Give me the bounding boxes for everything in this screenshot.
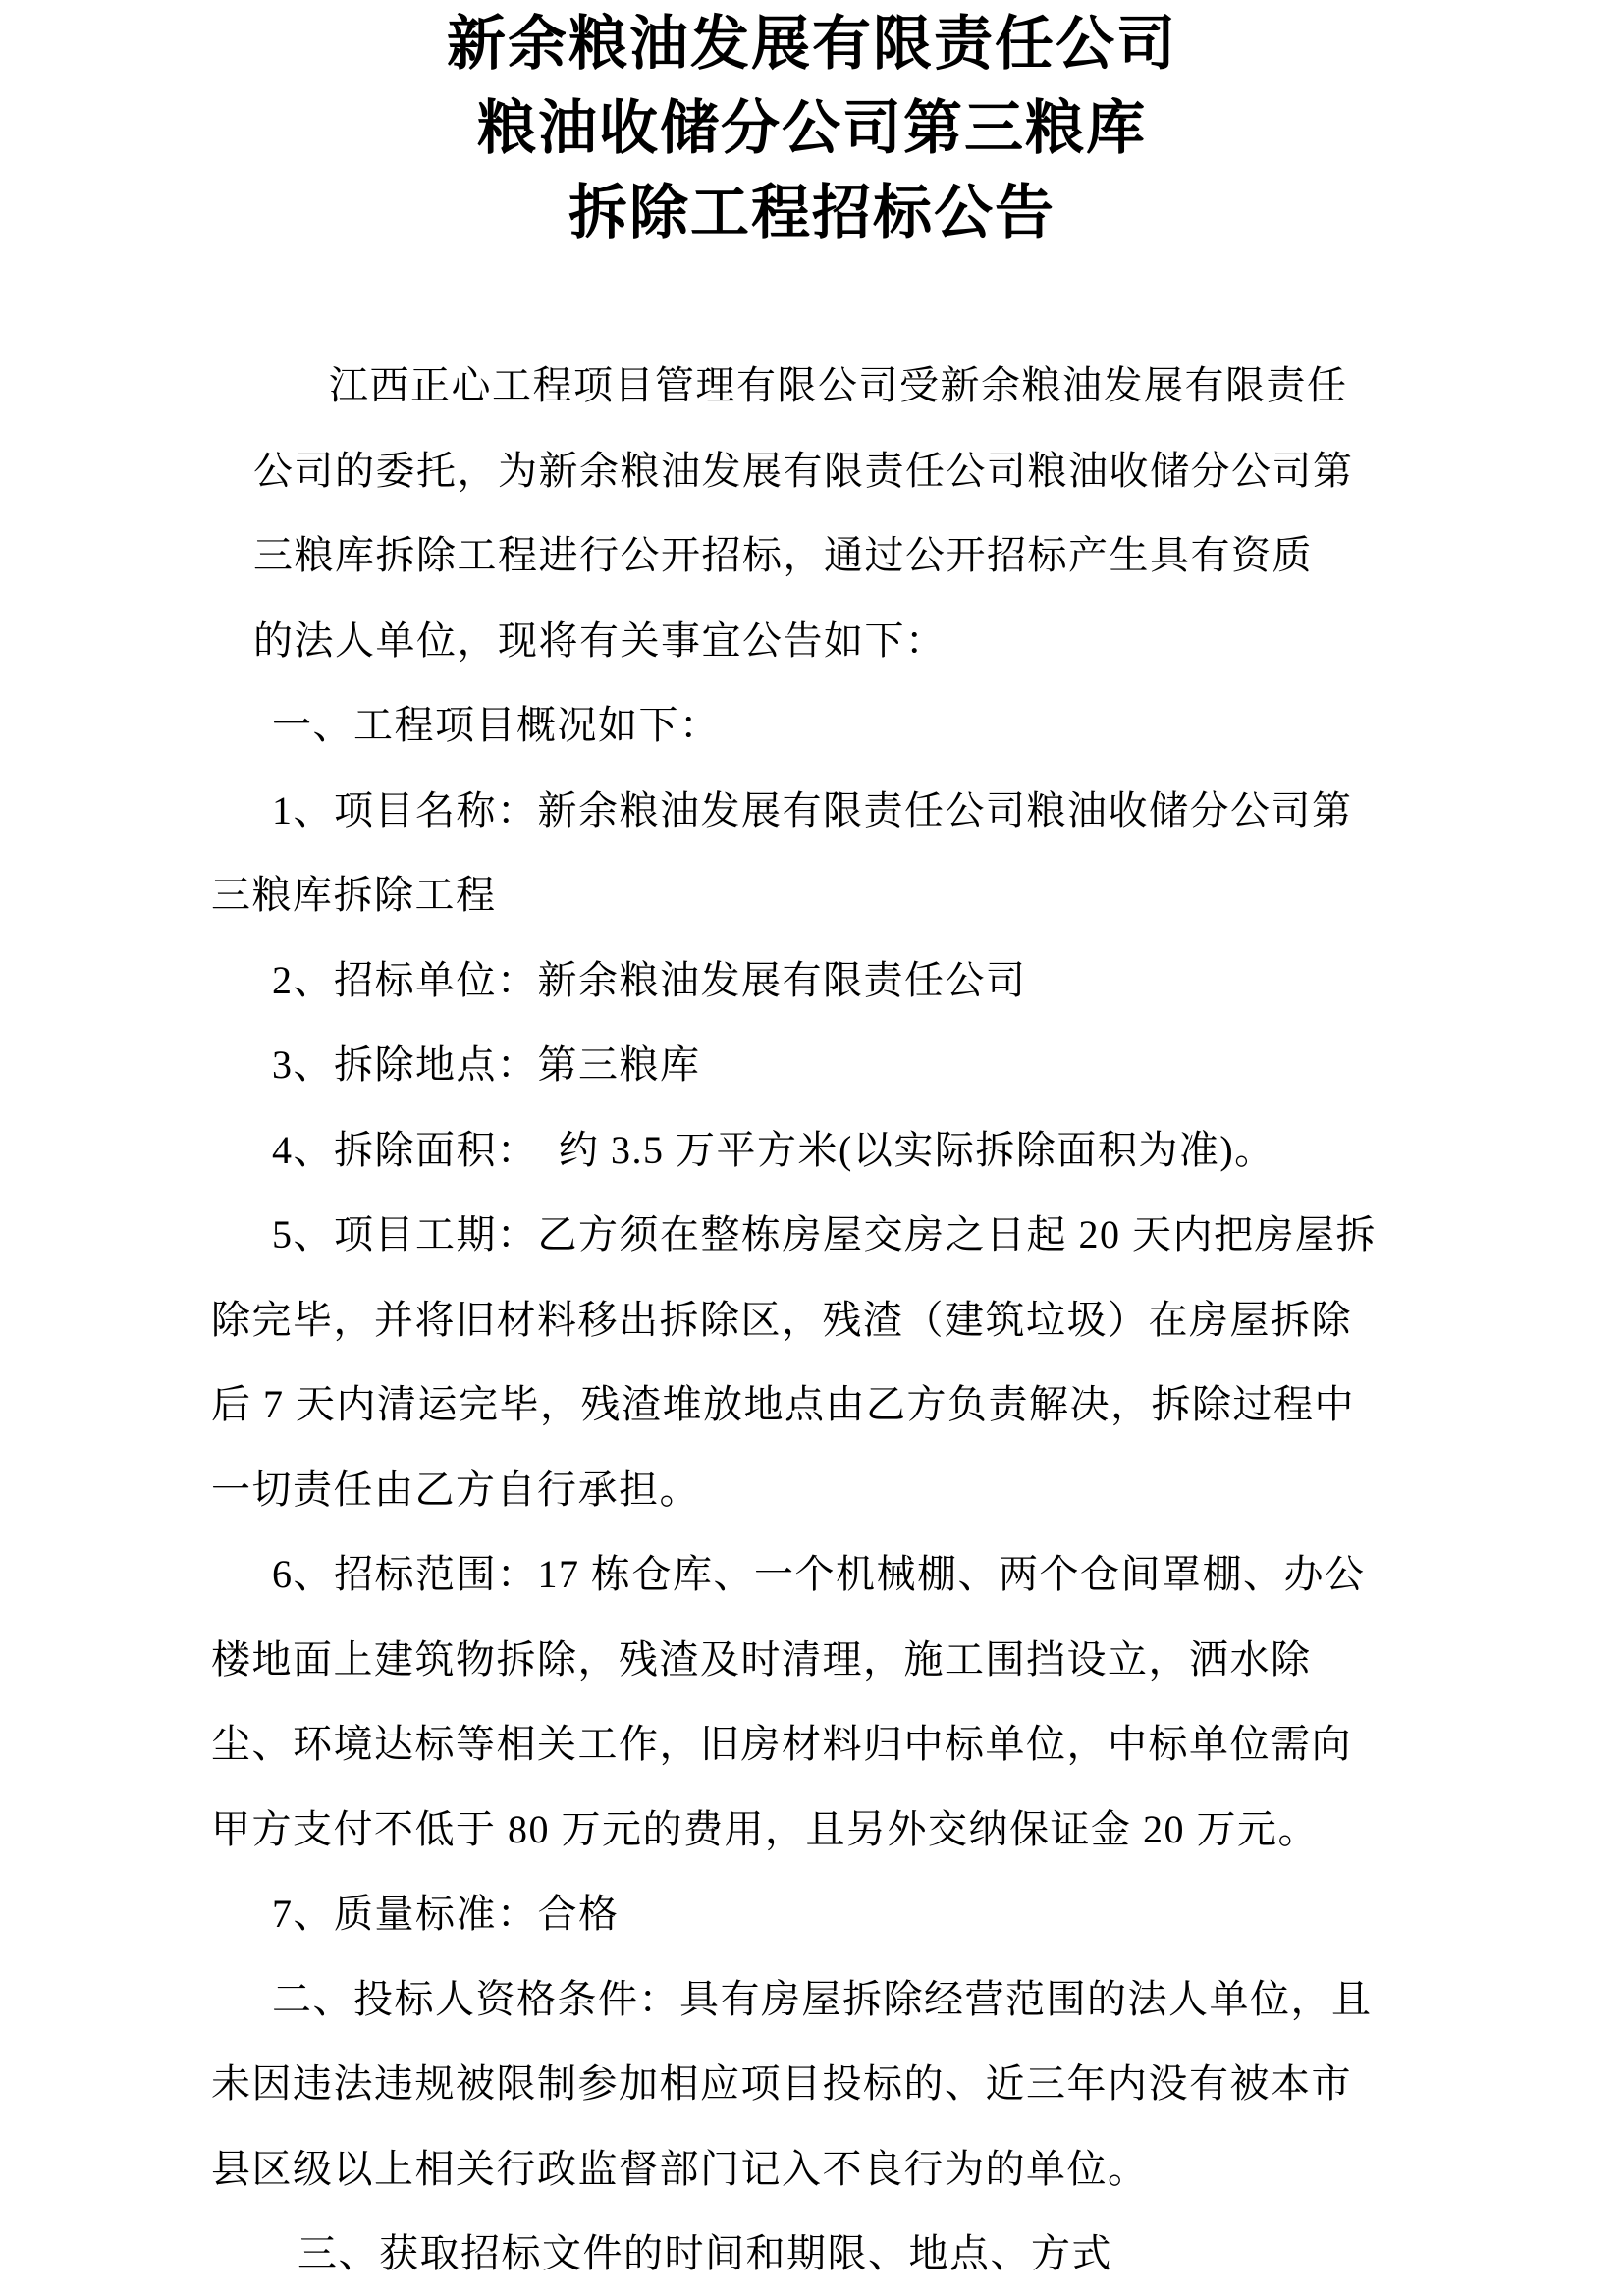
paragraph-line: 除完毕，并将旧材料移出拆除区，残渣（建筑垃圾）在房屋拆除: [211, 1297, 1352, 1342]
item-1-project-name: [211, 769, 1399, 938]
paragraph-line: 4、拆除面积： 约 3.5 万平方米(以实际拆除面积为准)。: [272, 1127, 1275, 1172]
paragraph-line: 后 7 天内清运完毕，残渣堆放地点由乙方负责解决，拆除过程中: [211, 1382, 1355, 1426]
paragraph-line: 甲方支付不低于 80 万元的费用，且另外交纳保证金 20 万元。: [211, 1806, 1319, 1851]
paragraph-line: 三粮库拆除工程: [211, 873, 497, 917]
title-line-2: 粮油收储分公司第三粮库: [477, 96, 1147, 161]
item-6-tender-scope: [211, 1532, 1399, 1872]
section-three-document-acquisition: [211, 2212, 1399, 2296]
paragraph-line: 县区级以上相关行政监督部门记入不良行为的单位。: [211, 2146, 1149, 2191]
paragraph-line: 一切责任由乙方自行承担。: [211, 1467, 700, 1512]
paragraph-line: 5、项目工期：乙方须在整栋房屋交房之日起 20 天内把房屋拆: [272, 1212, 1377, 1256]
intro-paragraph: [211, 344, 1399, 683]
title-line-3: 拆除工程招标公告: [568, 181, 1056, 245]
paragraph-line: 6、招标范围：17 栋仓库、一个机械棚、两个仓间罩棚、办公: [272, 1552, 1366, 1596]
paragraph-line: 2、招标单位：新余粮油发展有限责任公司: [272, 957, 1027, 1002]
section-one: [211, 683, 1399, 769]
item-4-demolition-area: [211, 1108, 1399, 1194]
paragraph-line: 未因违法违规被限制参加相应项目投标的、近三年内没有被本市: [211, 2061, 1352, 2106]
section-two-bidder-qualification: [211, 1957, 1399, 2213]
paragraph-line: 公司的委托，为新余粮油发展有限责任公司粮油收储分公司第: [253, 448, 1354, 493]
section-heading: 一、工程项目概况如下：: [272, 703, 721, 747]
paragraph-line: 1、项目名称：新余粮油发展有限责任公司粮油收储分公司第: [272, 787, 1353, 832]
paragraph-line: 楼地面上建筑物拆除，残渣及时清理，施工围挡设立，洒水除: [211, 1636, 1312, 1682]
document-body: [211, 344, 1399, 2296]
item-7-quality-standard: [211, 1872, 1399, 1957]
item-5-project-schedule: [211, 1193, 1399, 1532]
paragraph-line: 7、质量标准：合格: [272, 1892, 620, 1936]
paragraph-line: 的法人单位，现将有关事宜公告如下：: [253, 617, 947, 663]
section-heading: 二、投标人资格条件：具有房屋拆除经营范围的法人单位，且: [272, 1976, 1373, 2021]
item-3-demolition-site: [211, 1023, 1399, 1108]
item-2-tender-unit: [211, 938, 1399, 1024]
paragraph-line: 江西正心工程项目管理有限公司受新余粮油发展有限责任: [329, 363, 1348, 407]
section-heading: 三、获取招标文件的时间和期限、地点、方式: [298, 2231, 1112, 2275]
title-line-1: 新余粮油发展有限责任公司: [447, 12, 1177, 77]
paragraph-line: 尘、环境达标等相关工作，旧房材料归中标单位，中标单位需向: [211, 1722, 1352, 1766]
paragraph-line: 3、拆除地点：第三粮库: [272, 1042, 701, 1087]
document-title: [0, 0, 1624, 255]
paragraph-line: 三粮库拆除工程进行公开招标，通过公开招标产生具有资质: [253, 533, 1313, 577]
